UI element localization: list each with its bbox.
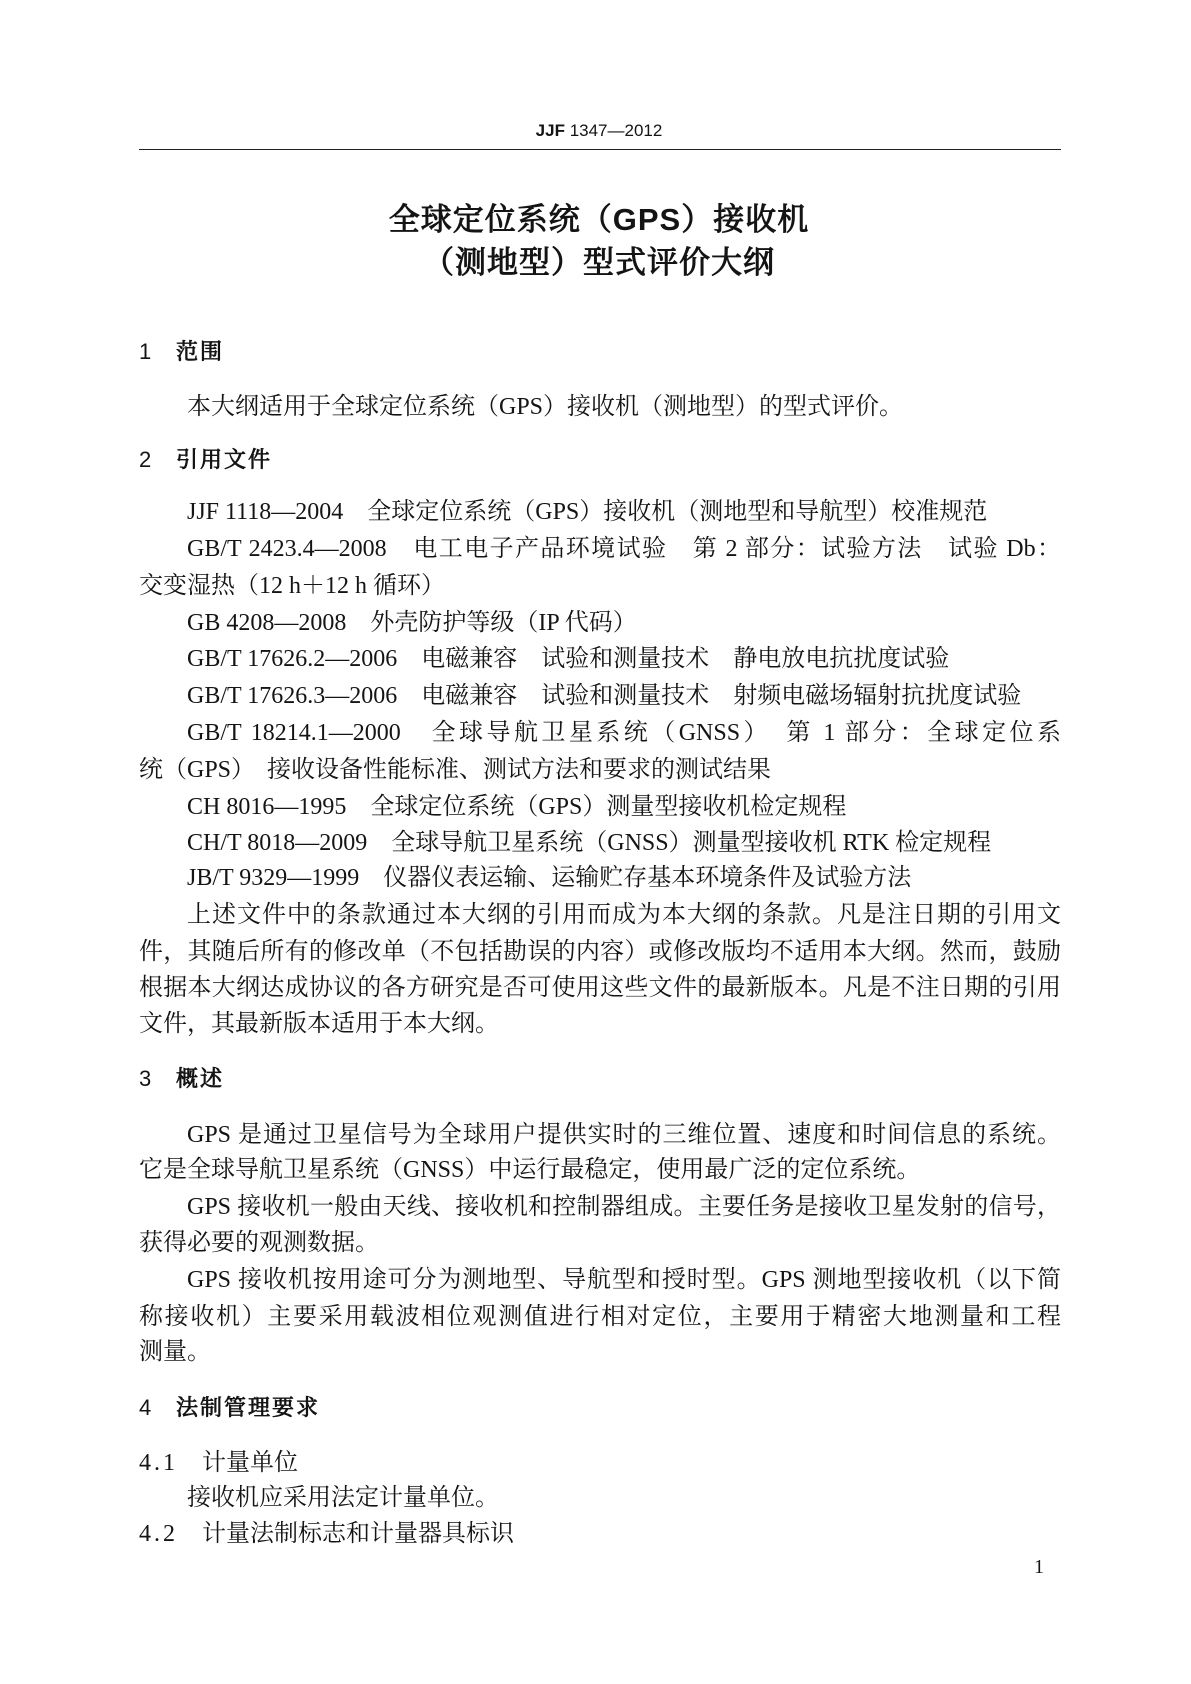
reference-line: 交变湿热（12 h＋12 h 循环） — [139, 573, 445, 599]
section-3-title: 概述 — [176, 1066, 225, 1091]
clause-4-2-title: 计量法制标志和计量器具标识 — [202, 1521, 514, 1547]
document-title-line-2: （测地型）型式评价大纲 — [423, 245, 775, 280]
section-4-number: 4 — [139, 1395, 152, 1420]
reference-line: CH 8016—1995 全球定位系统（GPS）测量型接收机检定规程 — [187, 794, 847, 820]
paragraph-line: 接收机应采用法定计量单位。 — [187, 1485, 499, 1511]
section-1-title: 范围 — [176, 339, 225, 364]
reference-line: CH/T 8018—2009 全球导航卫星系统（GNSS）测量型接收机 RTK 检定规程 — [187, 830, 992, 856]
paragraph-line: 称接收机）主要采用载波相位观测值进行相对定位，主要用于精密大地测量和工程 — [139, 1304, 1061, 1330]
header-code-prefix: JJF — [535, 121, 565, 140]
reference-line: GB/T 17626.2—2006 电磁兼容 试验和测量技术 静电放电抗扰度试验 — [187, 646, 950, 672]
reference-line: GB/T 2423.4—2008 电工电子产品环境试验 第 2 部分：试验方法 试验 Db： — [187, 536, 1061, 562]
page-number: 1 — [1034, 1556, 1044, 1578]
clause-4-1-title: 计量单位 — [202, 1450, 298, 1476]
paragraph-line: GPS 接收机一般由天线、接收机和控制器组成。主要任务是接收卫星发射的信号， — [187, 1194, 1061, 1220]
reference-line: JB/T 9329—1999 仪器仪表运输、运输贮存基本环境条件及试验方法 — [187, 865, 912, 891]
reference-line: GB/T 17626.3—2006 电磁兼容 试验和测量技术 射频电磁场辐射抗扰度试验 — [187, 683, 1022, 709]
section-1-number: 1 — [139, 339, 152, 364]
section-2-title: 引用文件 — [176, 447, 273, 472]
paragraph-line: 件，其随后所有的修改单（不包括勘误的内容）或修改版均不适用本大纲。然而，鼓励 — [139, 939, 1061, 965]
section-4-title: 法制管理要求 — [176, 1395, 321, 1420]
section-3-number: 3 — [139, 1066, 152, 1091]
document-title-line-1: 全球定位系统（GPS）接收机 — [388, 202, 810, 237]
reference-line: GB 4208—2008 外壳防护等级（IP 代码） — [187, 610, 637, 636]
clause-4-1-number: 4.1 — [139, 1450, 178, 1476]
paragraph-line: GPS 是通过卫星信号为全球用户提供实时的三维位置、速度和时间信息的系统。 — [187, 1122, 1061, 1148]
reference-line: 统（GPS） 接收设备性能标准、测试方法和要求的测试结果 — [139, 757, 772, 783]
paragraph-line: 获得必要的观测数据。 — [139, 1230, 379, 1256]
running-header-code — [99, 119, 1099, 143]
paragraph-line: 它是全球导航卫星系统（GNSS）中运行最稳定，使用最广泛的定位系统。 — [139, 1157, 921, 1183]
reference-line: GB/T 18214.1—2000 全球导航卫星系统（GNSS） 第 1 部分：全球定位系 — [187, 720, 1061, 746]
paragraph-line: GPS 接收机按用途可分为测地型、导航型和授时型。GPS 测地型接收机（以下简 — [187, 1267, 1061, 1293]
section-2-number: 2 — [139, 447, 152, 472]
paragraph-line: 上述文件中的条款通过本大纲的引用而成为本大纲的条款。凡是注日期的引用文 — [187, 902, 1061, 928]
paragraph-line: 测量。 — [139, 1339, 211, 1365]
paragraph-line: 文件，其最新版本适用于本大纲。 — [139, 1011, 499, 1037]
header-rule — [139, 149, 1061, 150]
paragraph-line: 根据本大纲达成协议的各方研究是否可使用这些文件的最新版本。凡是不注日期的引用 — [139, 975, 1061, 1001]
header-code-number: 1347—2012 — [569, 121, 663, 140]
reference-line: JJF 1118—2004 全球定位系统（GPS）接收机（测地型和导航型）校准规范 — [187, 499, 988, 525]
clause-4-2-number: 4.2 — [139, 1521, 178, 1547]
paragraph-line: 本大纲适用于全球定位系统（GPS）接收机（测地型）的型式评价。 — [187, 394, 904, 420]
